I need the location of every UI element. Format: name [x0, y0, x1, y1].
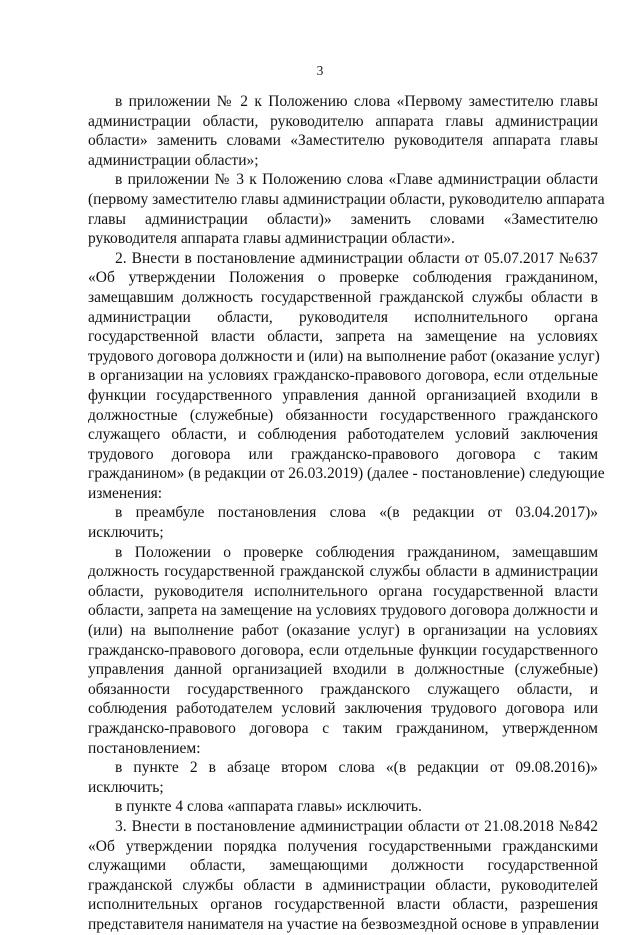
- text-line: администрации области, руководителю аппарата главы администрации: [88, 112, 598, 130]
- paragraph: [88, 92, 598, 170]
- text-line: управления данной организацией входили в должностные (служебные): [88, 661, 598, 679]
- text-line: служащего области, и соблюдения работодателем условий заключения: [88, 426, 598, 444]
- text-line: исключить;: [88, 524, 164, 542]
- text-line: в организации на условиях гражданско-правового договора, если отдельные: [88, 367, 598, 385]
- text-line: в пункте 2 в абзаце втором слова «(в редакции от 09.08.2016)»: [115, 759, 598, 777]
- text-line: должностные (служебные) обязанности государственного гражданского: [88, 406, 598, 424]
- text-line: представителя нанимателя на участие на безвозмездной основе в управлении: [88, 915, 599, 933]
- paragraph: [88, 817, 598, 935]
- text-line: государственной власти области, запрета на замещение на условиях: [88, 328, 598, 346]
- paragraph: [88, 249, 605, 504]
- text-line: соблюдения работодателем условий заключения трудового договора или: [88, 700, 598, 718]
- text-line: 3. Внести в постановление администрации области от 21.08.2018 №842: [115, 817, 598, 835]
- text-line: в приложении № 3 к Положению слова «Главе администрации области: [115, 171, 598, 189]
- text-line: (или) на выполнение работ (оказание услуг) в организации на условиях: [88, 622, 598, 640]
- text-line: «Об утверждении Положения о проверке соблюдения гражданином,: [88, 269, 598, 287]
- text-line: постановлением:: [88, 739, 201, 757]
- text-line: в приложении № 2 к Положению слова «Первому заместителю главы: [115, 93, 598, 110]
- text-line: гражданской службы области в администрации области, руководителей: [88, 876, 598, 894]
- text-line: функции государственного управления данной организацией входили в: [88, 386, 598, 404]
- text-line: в пункте 4 слова «аппарата главы» исключить.: [115, 798, 422, 816]
- text-line: гражданско-правового договора с таким гражданином, утвержденном: [88, 720, 598, 737]
- paragraph: [88, 503, 598, 542]
- paragraph: [88, 543, 598, 759]
- text-line: гражданско-правового договора, если отдельные функции государственного: [88, 641, 598, 659]
- text-line: служащими области, замещающими должности государственной: [88, 857, 598, 875]
- text-line: области» заменить словами «Заместителю руководителя аппарата главы: [88, 132, 598, 150]
- text-line: в Положении о проверке соблюдения гражданином, замещавшим: [115, 543, 598, 561]
- text-line: главы администрации области)» заменить словами «Заместителю: [88, 210, 598, 228]
- text-line: 2. Внести в постановление администрации области от 05.07.2017 №637: [115, 249, 598, 267]
- text-line: обязанности государственного гражданского служащего области, и: [88, 680, 598, 698]
- page-number: 3: [316, 63, 324, 78]
- document-body: [88, 92, 605, 935]
- text-line: замещавшим должность государственной гражданской службы области в: [88, 288, 598, 306]
- text-line: гражданином» (в редакции от 26.03.2019) (далее - постановление) следующие: [88, 465, 605, 483]
- text-line: области, запрета на замещение на условиях трудового договора должности и: [88, 602, 598, 620]
- text-line: области, руководителя исполнительного органа государственной власти: [88, 582, 598, 600]
- text-line: исполнительных органов государственной власти области, разрешения: [88, 896, 598, 914]
- paragraph: [88, 797, 598, 817]
- text-line: (первому заместителю главы администрации области, руководителю аппарата: [88, 190, 605, 208]
- text-line: трудового договора должности и (или) на выполнение работ (оказание услуг): [88, 347, 600, 365]
- text-line: руководителя аппарата главы администрации области».: [88, 230, 455, 248]
- text-line: изменения:: [88, 484, 163, 502]
- text-line: в преамбуле постановления слова «(в редакции от 03.04.2017)»: [115, 504, 598, 522]
- text-line: исключить;: [88, 778, 164, 796]
- text-line: должность государственной гражданской службы области в администрации: [88, 563, 598, 581]
- paragraph: [88, 758, 598, 797]
- text-line: администрации области, руководителя исполнительного органа: [88, 308, 598, 326]
- text-line: администрации области»;: [88, 151, 259, 169]
- paragraph: [88, 170, 605, 248]
- text-line: «Об утверждении порядка получения государственными гражданскими: [88, 837, 598, 855]
- text-line: трудового договора или гражданско-правового договора с таким: [88, 445, 598, 463]
